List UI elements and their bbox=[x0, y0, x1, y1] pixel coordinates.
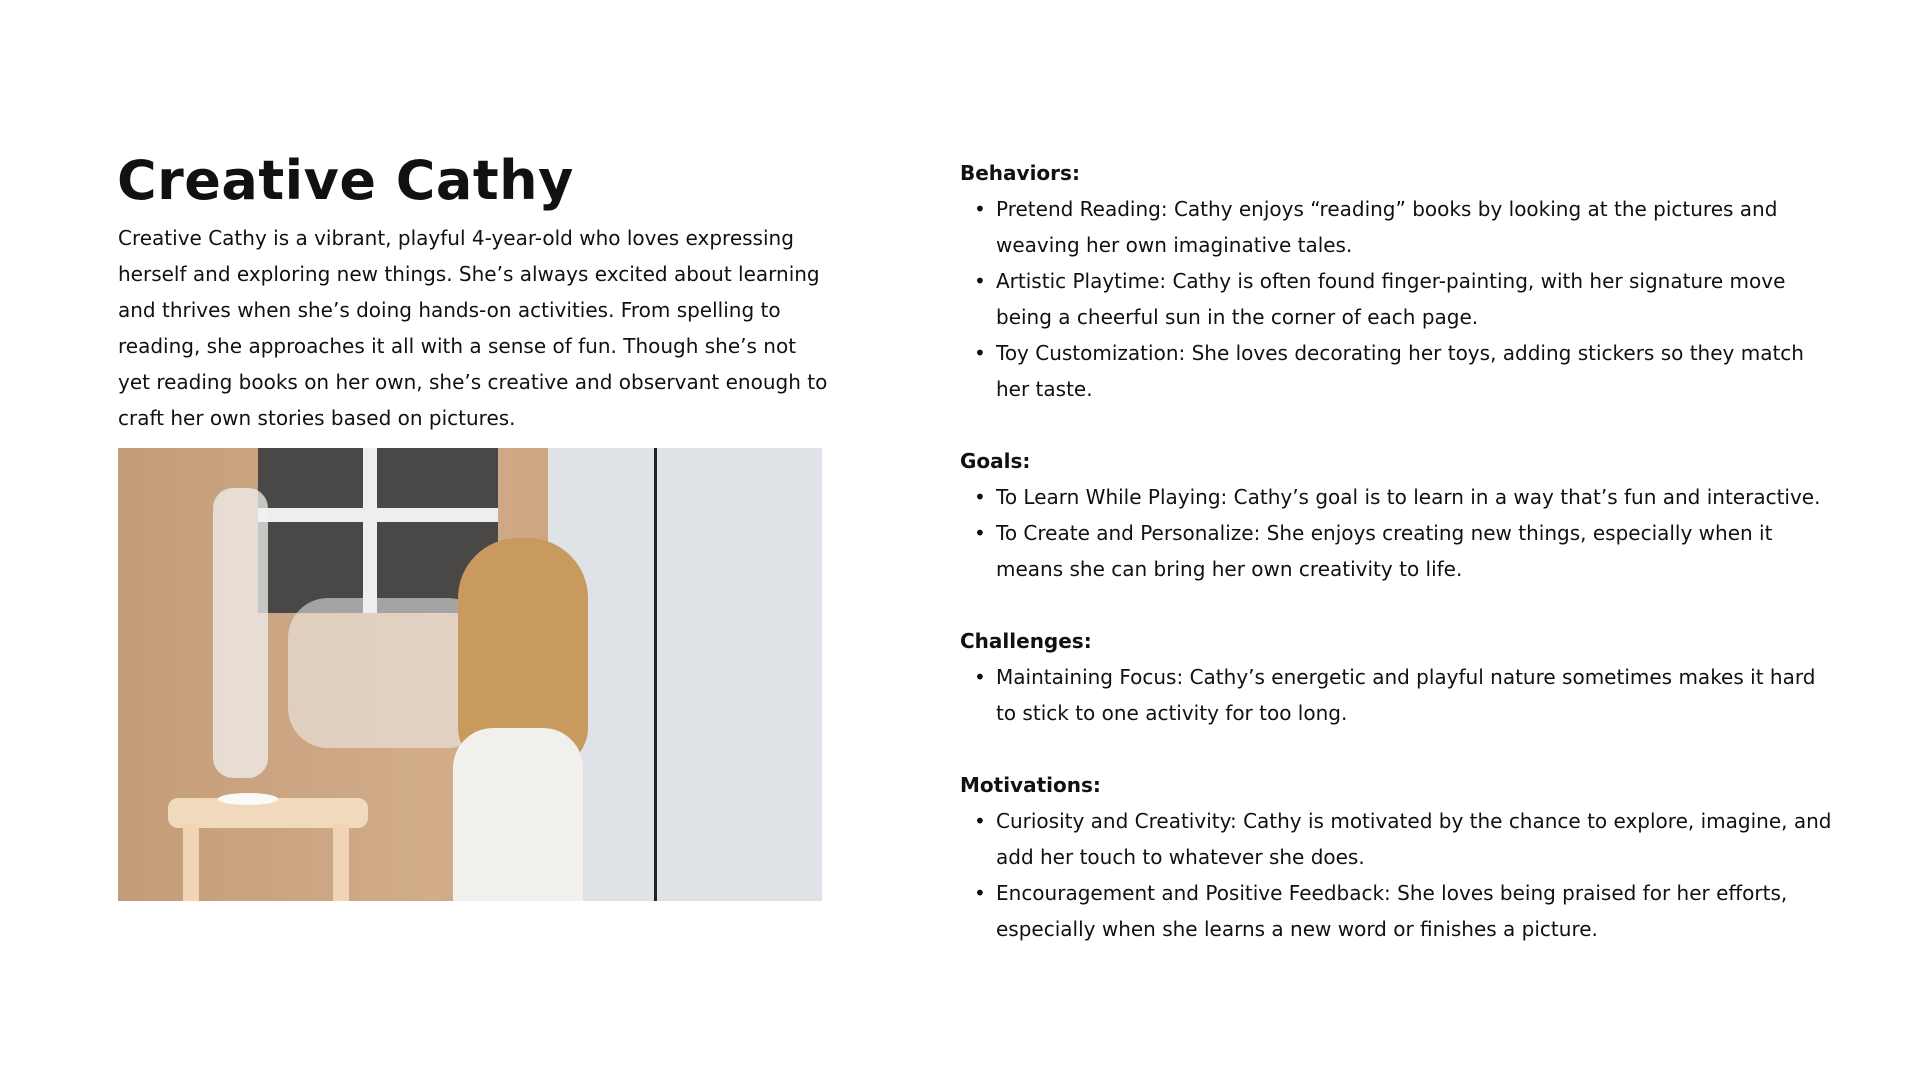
list-item: • Maintaining Focus: Cathy’s energetic and playful nature sometimes makes it hard to stick to one activity for too long. bbox=[996, 659, 1840, 731]
persona-description: Creative Cathy is a vibrant, playful 4-year-old who loves expressing herself and exploring new things. She’s always excited about learning and thrives when she’s doing hands-on activities. From spelling to reading, she approaches it all with a sense of fun. Though she’s not yet reading books on her own, she’s creative and observant enough to craft her own stories based on pictures. bbox=[118, 226, 828, 430]
section-heading: Goals: bbox=[960, 449, 1031, 473]
list-item: • Curiosity and Creativity: Cathy is motivated by the chance to explore, imagine, and add her touch to whatever she does. bbox=[996, 803, 1840, 875]
list-item: • Encouragement and Positive Feedback: She loves being praised for her efforts, especially when she learns a new word or finishes a picture. bbox=[996, 875, 1840, 947]
list-item: • To Learn While Playing: Cathy’s goal is to learn in a way that’s fun and interactive. bbox=[996, 479, 1840, 515]
goals-section bbox=[960, 443, 1840, 587]
list-item: • Pretend Reading: Cathy enjoys “reading” books by looking at the pictures and weaving her own imaginative tales. bbox=[996, 191, 1840, 263]
list-item: • Artistic Playtime: Cathy is often found finger-painting, with her signature move being a cheerful sun in the corner of each page. bbox=[996, 263, 1840, 335]
persona-title: Creative Cathy bbox=[117, 149, 574, 212]
list-item: • To Create and Personalize: She enjoys creating new things, especially when it means she can bring her own creativity to life. bbox=[996, 515, 1840, 587]
list-item: • Toy Customization: She loves decorating her toys, adding stickers so they match her taste. bbox=[996, 335, 1840, 407]
behaviors-section bbox=[960, 155, 1840, 407]
motivations-section bbox=[960, 767, 1840, 947]
section-heading: Motivations: bbox=[960, 773, 1101, 797]
section-heading: Challenges: bbox=[960, 629, 1092, 653]
section-heading: Behaviors: bbox=[960, 161, 1080, 185]
persona-photo bbox=[118, 448, 822, 901]
persona-details bbox=[960, 155, 1840, 983]
challenges-section bbox=[960, 623, 1840, 731]
